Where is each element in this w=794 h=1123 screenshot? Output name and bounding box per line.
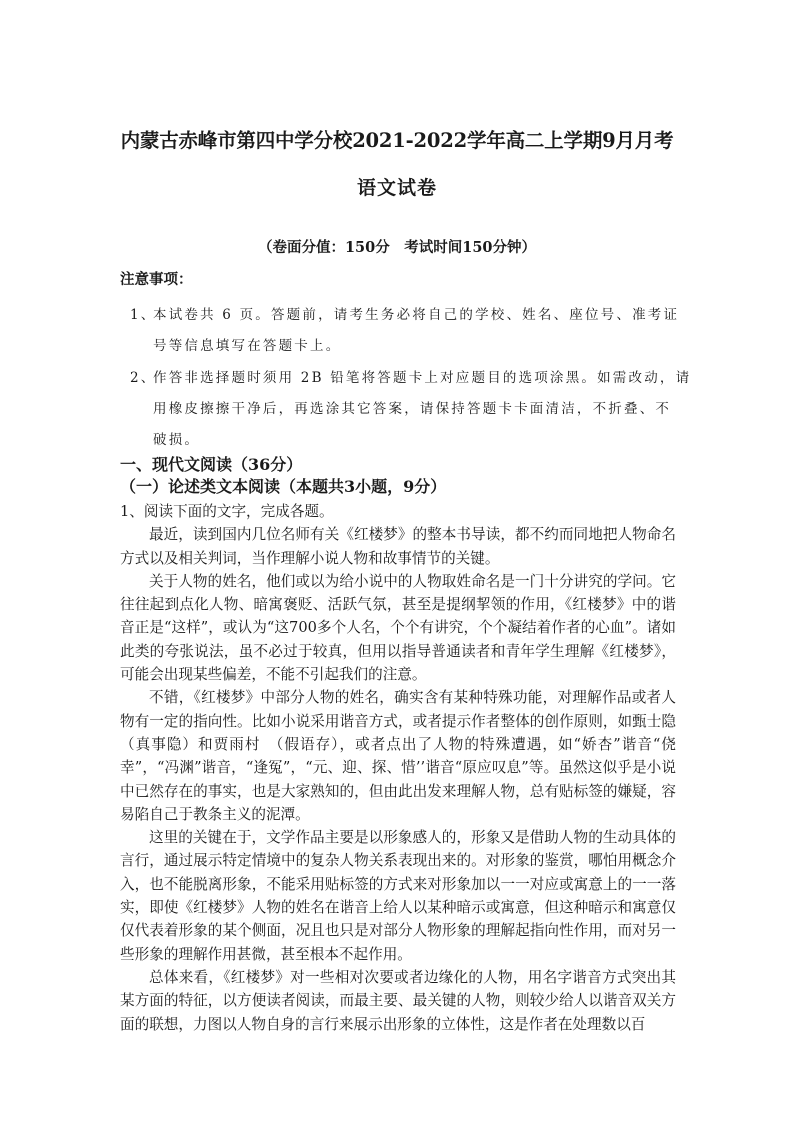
notice-item-line: 作答非选择题时须用 2B 铅笔将答题卡上对应题目的选项涂黑。如需改动，请 <box>153 370 692 386</box>
notice-heading: 注意事项： <box>120 271 193 288</box>
notice-item-line: 本试卷共 6 页。答题前，请考生务必将自己的学校、姓名、座位号、准考证 <box>153 307 680 323</box>
score-info: （卷面分值：150分 考试时间150分钟） <box>257 239 537 256</box>
question-prompt: 1、阅读下面的文字，完成各题。 <box>120 503 334 520</box>
notice-item-line: 号等信息填写在答题卡上。 <box>153 338 342 354</box>
notice-item-line: 用橡皮擦擦干净后，再选涂其它答案，请保持答题卡卡面清洁，不折叠、不 <box>153 401 672 417</box>
passage-paragraph: 不错，《红楼梦》中部分人物的姓名，确实含有某种特殊功能，对理解作品或者人物有一定的指向性。比如小说采用谐音方式，或者提示作者整体的创作原则，如甄士隐（真事隐）和贾雨村 （假语存），或者点出了人物的特殊遭遇，如“娇杏”谐音“侥幸”，“冯渊”谐音，“逢冤”，“元、迎、探、惜’’谐音“原应叹息”等。虽然这似乎是小说中已然存在的事实，也是大家熟知的，但由此出发来理解人物，总有贴标签的嫌疑，容易陷自己于教条主义的泥潭。 <box>120 689 676 823</box>
passage-paragraph: 最近，读到国内几位名师有关《红楼梦》的整本书导读，都不约而同地把人物命名方式以及相关判词，当作理解小说人物和故事情节的关键。 <box>120 526 676 567</box>
passage-paragraph: 关于人物的姓名，他们或以为给小说中的人物取姓命名是一门十分讲究的学问。它往往起到点化人物、暗寓褒贬、活跃气氛，甚至是提纲挈领的作用，《红楼梦》中的谐音正是“这样”，或认为“这700多个人名，个个有讲究，个个凝结着作者的心血”。诸如此类的夸张说法，虽不必过于较真，但用以指导普通读者和青年学生理解《红楼梦》，可能会出现某些偏差，不能不引起我们的注意。 <box>120 572 676 684</box>
notice-item-number: 1、 <box>130 307 157 323</box>
reading-passage <box>120 500 676 1036</box>
notice-item-number: 2、 <box>130 370 157 386</box>
notice-item-line: 破损。 <box>153 432 201 448</box>
passage-paragraph: 这里的关键在于，文学作品主要是以形象感人的，形象又是借助人物的生动具体的言行，通过展示特定情境中的复杂人物关系表现出来的。对形象的鉴赏，哪怕用概念介入，也不能脱离形象，不能采用贴标签的方式来对形象加以一一对应或寓意上的一一落实，即使《红楼梦》人物的姓名在谐音上给人以某种暗示或寓意，但这种暗示和寓意仅仅代表着形象的某个侧面，况且也只是对部分人物形象的理解起指向性作用，而对另一些形象的理解作用甚微，甚至根本不起作用。 <box>120 829 676 963</box>
subsection-heading: （一）论述类文本阅读（本题共3小题，9分） <box>120 477 447 496</box>
exam-subtitle: 语文试卷 <box>356 177 437 199</box>
exam-title: 内蒙古赤峰市第四中学分校2021-2022学年高二上学期9月月考 <box>120 129 674 152</box>
passage-paragraph: 总体来看，《红楼梦》对一些相对次要或者边缘化的人物，用名字谐音方式突出其某方面的特征，以方便读者阅读，而最主要、最关键的人物，则较少给人以谐音双关方面的联想，力图以人物自身的言行来展示出形象的立体性，这是作者在处理数以百 <box>120 968 676 1033</box>
section-heading: 一、现代文阅读（36分） <box>120 455 303 474</box>
